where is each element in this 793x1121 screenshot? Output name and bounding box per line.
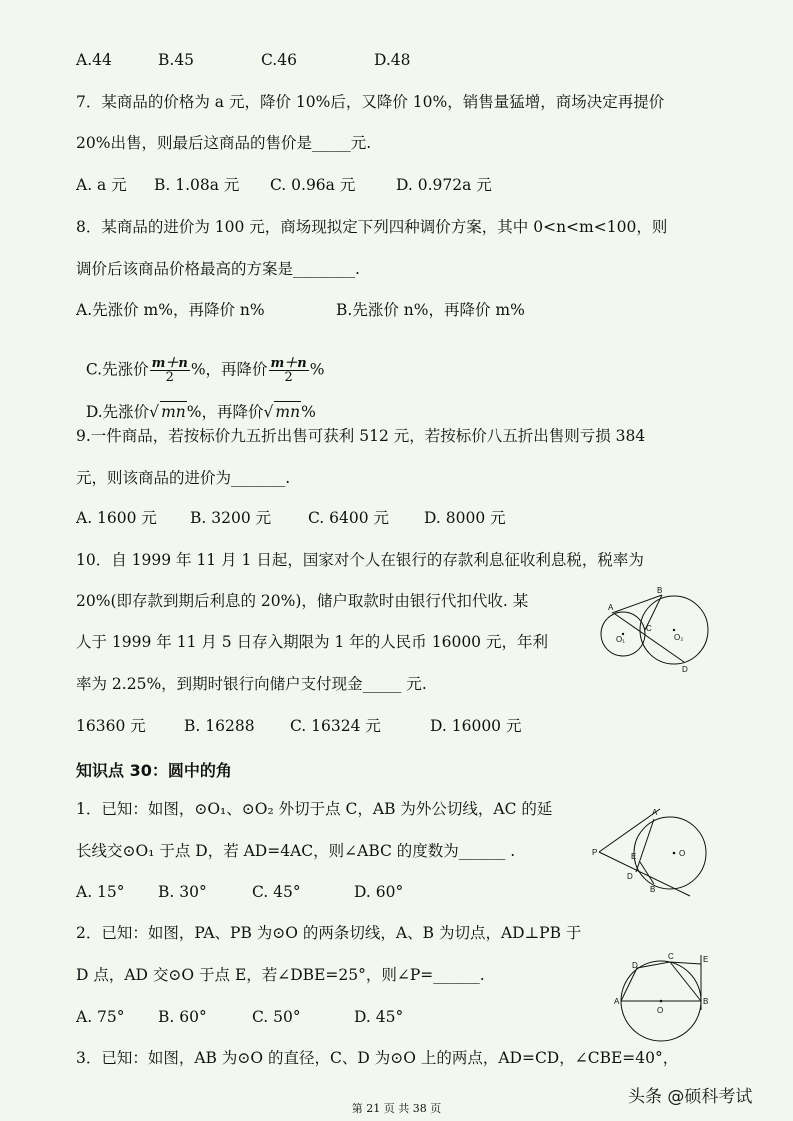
s1-option-a: A. 15° (76, 883, 125, 901)
s1-line2: 长线交⊙O₁ 于点 D，若 AD=4AC，则∠ABC 的度数为______ . (76, 842, 516, 860)
sqrt-sign-icon: √ (149, 403, 160, 421)
label-e: E (703, 955, 709, 964)
label-b: B (650, 885, 656, 894)
s2-option-b: B. 60° (158, 1008, 207, 1026)
fraction-denominator: 2 (284, 370, 293, 385)
q9-option-d: D. 8000 元 (424, 509, 506, 527)
q8-option-d-suffix: % (301, 403, 316, 421)
label-d: D (682, 665, 688, 674)
q7-line1: 7．某商品的价格为 a 元，降价 10%后，又降价 10%，销售量猛增，商场决定再提价 (76, 93, 665, 111)
q8-option-d-middle: %，再降价 (186, 403, 264, 421)
label-o: O (679, 849, 686, 858)
q8-option-d (76, 381, 316, 422)
q8-option-d-prefix: D.先涨价 (85, 403, 150, 421)
section-heading: 知识点 30：圆中的角 (76, 761, 232, 780)
q9-option-b: B. 3200 元 (190, 509, 272, 527)
s2-line2: D 点，AD 交⊙O 于点 E，若∠DBE=25°，则∠P=______. (76, 966, 485, 984)
label-d: D (632, 961, 638, 970)
fraction (269, 357, 309, 384)
page-footer: 第 21 页 共 38 页 (351, 1102, 442, 1115)
q8-option-c (76, 337, 325, 384)
label-a: A (614, 997, 620, 1006)
tangent-lines-diagram (590, 800, 715, 900)
center-dot (673, 852, 676, 855)
s1-option-d: D. 60° (354, 883, 404, 901)
q8-option-c-prefix: C.先涨价 (85, 360, 149, 379)
label-c: C (646, 624, 652, 633)
q8-line2: 调价后该商品价格最高的方案是________. (76, 260, 360, 278)
q10-line3: 人于 1999 年 11 月 5 日存入期限为 1 年的人民币 16000 元，年利 (76, 633, 548, 651)
q8-option-b: B.先涨价 n%，再降价 m% (336, 301, 525, 319)
label-c: C (668, 952, 674, 961)
q9-line1: 9.一件商品，若按标价九五折出售可获利 512 元，若按标价八五折出售则亏损 384 (76, 427, 646, 445)
q7-option-d: D. 0.972a 元 (396, 176, 492, 194)
center-dot (673, 629, 675, 631)
fraction-denominator: 2 (165, 370, 174, 385)
label-d: D (627, 872, 633, 881)
diameter-diagram (612, 950, 717, 1050)
s1-line1: 1．已知：如图，⊙O₁、⊙O₂ 外切于点 C，AB 为外公切线，AC 的延 (76, 800, 553, 818)
label-o: O (657, 1006, 664, 1015)
s3-line1: 3．已知：如图，AB 为⊙O 的直径，C、D 为⊙O 上的两点，AD=CD，∠CBE=40°， (76, 1049, 679, 1067)
label-o1: O₁ (616, 635, 625, 644)
q6-option-b: B.45 (158, 51, 195, 69)
sqrt-content: mn (161, 403, 186, 421)
fraction-numerator: m＋n (151, 356, 188, 371)
q8-option-c-middle: %，再降价 (190, 360, 268, 379)
label-a: A (652, 808, 658, 817)
q8-option-c-suffix: % (309, 360, 325, 379)
sqrt-content: mn (275, 403, 301, 421)
label-b: B (703, 997, 709, 1006)
s1-option-c: C. 45° (252, 883, 301, 901)
s2-option-d: D. 45° (354, 1008, 404, 1026)
circle-o (634, 817, 706, 889)
s2-option-a: A. 75° (76, 1008, 125, 1026)
q7-option-b: B. 1.08a 元 (154, 176, 240, 194)
tangent-circles-diagram (596, 582, 716, 678)
s1-option-b: B. 30° (158, 883, 207, 901)
tangent-pb (599, 852, 690, 896)
q10-option-d: D. 16000 元 (430, 717, 522, 735)
q7-option-c: C. 0.96a 元 (270, 176, 356, 194)
center-dot (660, 1000, 663, 1003)
q9-option-c: C. 6400 元 (308, 509, 390, 527)
q6-option-a: A.44 (76, 51, 112, 69)
q10-line4: 率为 2.25%，到期时银行向储户支付现金_____ 元. (76, 675, 427, 693)
tangent-pa (599, 809, 660, 852)
sqrt-sign-icon: √ (263, 403, 274, 421)
label-a: A (608, 603, 614, 612)
q6-option-d: D.48 (374, 51, 411, 69)
q10-option-c: C. 16324 元 (290, 717, 381, 735)
q6-option-c: C.46 (261, 51, 297, 69)
brand-watermark: 头条 @硕科考试 (628, 1087, 753, 1107)
q10-option-b: B. 16288 (184, 717, 255, 735)
fraction (150, 357, 190, 384)
s2-line1: 2．已知：如图，PA、PB 为⊙O 的两条切线，A、B 为切点，AD⊥PB 于 (76, 924, 582, 942)
q9-option-a: A. 1600 元 (76, 509, 157, 527)
q10-option-a: 16360 元 (76, 717, 146, 735)
s2-option-c: C. 50° (252, 1008, 301, 1026)
label-p: P (592, 848, 598, 857)
q8-line1: 8．某商品的进价为 100 元，商场现拟定下列四种调价方案，其中 0<n<m<100，则 (76, 218, 668, 236)
fraction-numerator: m＋n (270, 356, 307, 371)
q10-line1: 10．自 1999 年 11 月 1 日起，国家对个人在银行的存款利息征收利息税，税率为 (76, 551, 644, 569)
label-o2: O₂ (674, 633, 684, 642)
label-e: E (631, 852, 637, 861)
q9-line2: 元，则该商品的进价为_______. (76, 469, 291, 487)
label-b: B (657, 586, 663, 595)
q7-option-a: A. a 元 (76, 176, 127, 194)
q7-line2: 20%出售，则最后这商品的售价是_____元. (76, 134, 372, 152)
q10-line2: 20%(即存款到期后利息的 20%)，储户取款时由银行代扣代收. 某 (76, 592, 529, 610)
q8-option-a: A.先涨价 m%，再降价 n% (76, 301, 265, 319)
